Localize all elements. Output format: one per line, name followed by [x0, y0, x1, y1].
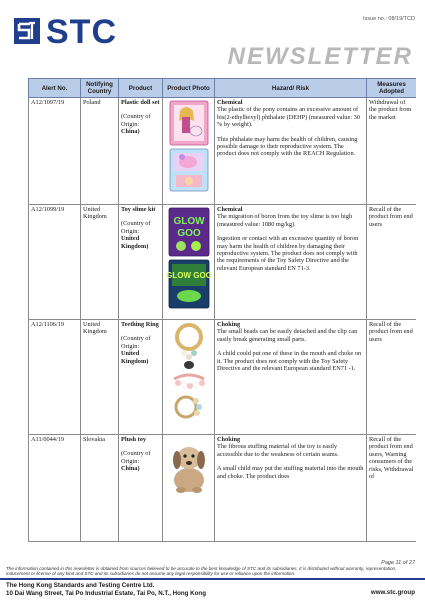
hazard-description: The fibrous stuffing material of the toy is easily accessible due to the weakness of certain seams. [217, 443, 339, 458]
product-photo-cell [163, 205, 215, 320]
column-header-alert: Alert No. [29, 79, 81, 98]
hazard-type: Choking [217, 321, 241, 328]
page-number: Page 11 of 27 [381, 560, 415, 566]
alerts-table-container [28, 78, 416, 558]
doll-package-icon [166, 99, 212, 195]
column-header-product: Product [119, 79, 163, 98]
origin-value: United Kingdom) [121, 350, 149, 365]
table-header-row [29, 79, 417, 98]
measures-adopted: Withdrawal of the product from the market [367, 98, 417, 205]
plush-dog-icon [166, 436, 212, 496]
hazard-description: The plastic of the pony contains an excessive amount of bis(2-ethylhexyl) phthalate (DEHP) (measured value: 30 % by weight). [217, 106, 360, 129]
hazard-description: A child could put one of these in the mouth and choke on it. The product does not comply with the Toy Safety Directive and the relevant European standard EN71 -1. [217, 350, 362, 373]
hazard-description: Ingestion or contact with an excessive quantity of boron may harm the health of children by damaging their reproductive system. The product does not comply with the requirements of the Toy Safety Directive and the relevant European standard EN 71-3. [217, 235, 359, 272]
origin-label: (Country of Origin: [121, 220, 151, 235]
product-name: Toy slime kit [121, 206, 156, 213]
product-cell [119, 320, 163, 435]
product-photo-cell [163, 435, 215, 542]
product-photo-cell [163, 320, 215, 435]
product-cell [119, 205, 163, 320]
table-row [29, 320, 417, 435]
product-photo-cell [163, 98, 215, 205]
column-header-country: Notifying Country [81, 79, 119, 98]
product-name: Teething Ring [121, 321, 159, 328]
hazard-cell [215, 205, 367, 320]
origin-label: (Country of Origin: [121, 335, 151, 350]
measures-adopted: Recall of the product from end users [367, 205, 417, 320]
svg-text:GLOW: GLOW [172, 216, 205, 227]
alerts-table [28, 78, 416, 542]
company-address: 10 Dai Wang Street, Tai Po Industrial Estate, Tai Po, N.T., Hong Kong [6, 589, 206, 597]
alert-number: A12/1099/19 [29, 205, 81, 320]
hazard-type: Chemical [217, 206, 243, 213]
hazard-description: The migration of boron from the toy slime is too high (measured value: 1080 mg/kg). [217, 213, 353, 228]
hazard-description: This phthalate may harm the health of children, causing possible damage to their reproductive system. The product does not comply with the REACH Regulation. [217, 135, 358, 158]
notifying-country: Poland [81, 98, 119, 205]
hazard-type: Chemical [217, 99, 243, 106]
origin-value: United Kingdom) [121, 235, 149, 250]
column-header-measures: Measures Adopted [367, 79, 417, 98]
stc-logo-icon [14, 18, 40, 44]
company-info [6, 582, 206, 597]
slime-kit-icon [166, 206, 212, 310]
footer-divider [0, 578, 425, 580]
notifying-country: United Kingdom [81, 320, 119, 435]
product-cell [119, 98, 163, 205]
page-header [0, 0, 425, 78]
newsletter-title: NEWSLETTER [227, 43, 413, 70]
alert-number: A12/1106/19 [29, 320, 81, 435]
notifying-country: United Kingdom [81, 205, 119, 320]
issue-number: Issue no.: 08/19/TCD [363, 16, 415, 22]
origin-value: China) [121, 128, 140, 136]
hazard-cell [215, 435, 367, 542]
alert-number: A11/0044/19 [29, 435, 81, 542]
hazard-type: Choking [217, 436, 241, 443]
hazard-cell [215, 98, 367, 205]
alert-number: A12/1097/19 [29, 98, 81, 205]
column-header-photo: Product Photo [163, 79, 215, 98]
origin-label: (Country of Origin: [121, 450, 151, 465]
product-cell [119, 435, 163, 542]
hazard-description: A small child may put the stuffing material into the mouth and choke. The product does [217, 465, 364, 480]
hazard-description: The small beads can be easily detached and the clip can easily break generating small parts. [217, 328, 358, 343]
teething-ring-icon [166, 321, 212, 427]
svg-text:GLOW GOO: GLOW GOO [165, 271, 212, 280]
measures-adopted: Recall of the product from end users, Warning consumers of the risks, Withdrawal of [367, 435, 417, 542]
measures-adopted: Recall of the product from end users [367, 320, 417, 435]
brand-name: STC [46, 13, 117, 51]
table-row [29, 205, 417, 320]
table-row [29, 435, 417, 542]
table-row [29, 98, 417, 205]
website-link[interactable]: www.stc.group [370, 589, 415, 596]
column-header-hazard: Hazard/ Risk [215, 79, 367, 98]
hazard-cell [215, 320, 367, 435]
svg-text:GOO: GOO [176, 228, 201, 239]
origin-label: (Country of Origin: [121, 113, 151, 128]
product-name: Plush toy [121, 436, 147, 443]
origin-value: China) [121, 465, 140, 473]
notifying-country: Slovakia [81, 435, 119, 542]
disclaimer-text: The information contained in this newsletter is obtained from sources believed to be accurate to the best knowledge of STC and its subsidiaries. It is distributed without warranty, representation, inducement or license of any kind and STC and its subsidiaries do not assume any legal responsibility for use or reliance upon the information. [6, 566, 397, 577]
company-name: The Hong Kong Standards and Testing Centre Ltd. [6, 582, 155, 589]
product-name: Plastic doll set [121, 99, 160, 106]
